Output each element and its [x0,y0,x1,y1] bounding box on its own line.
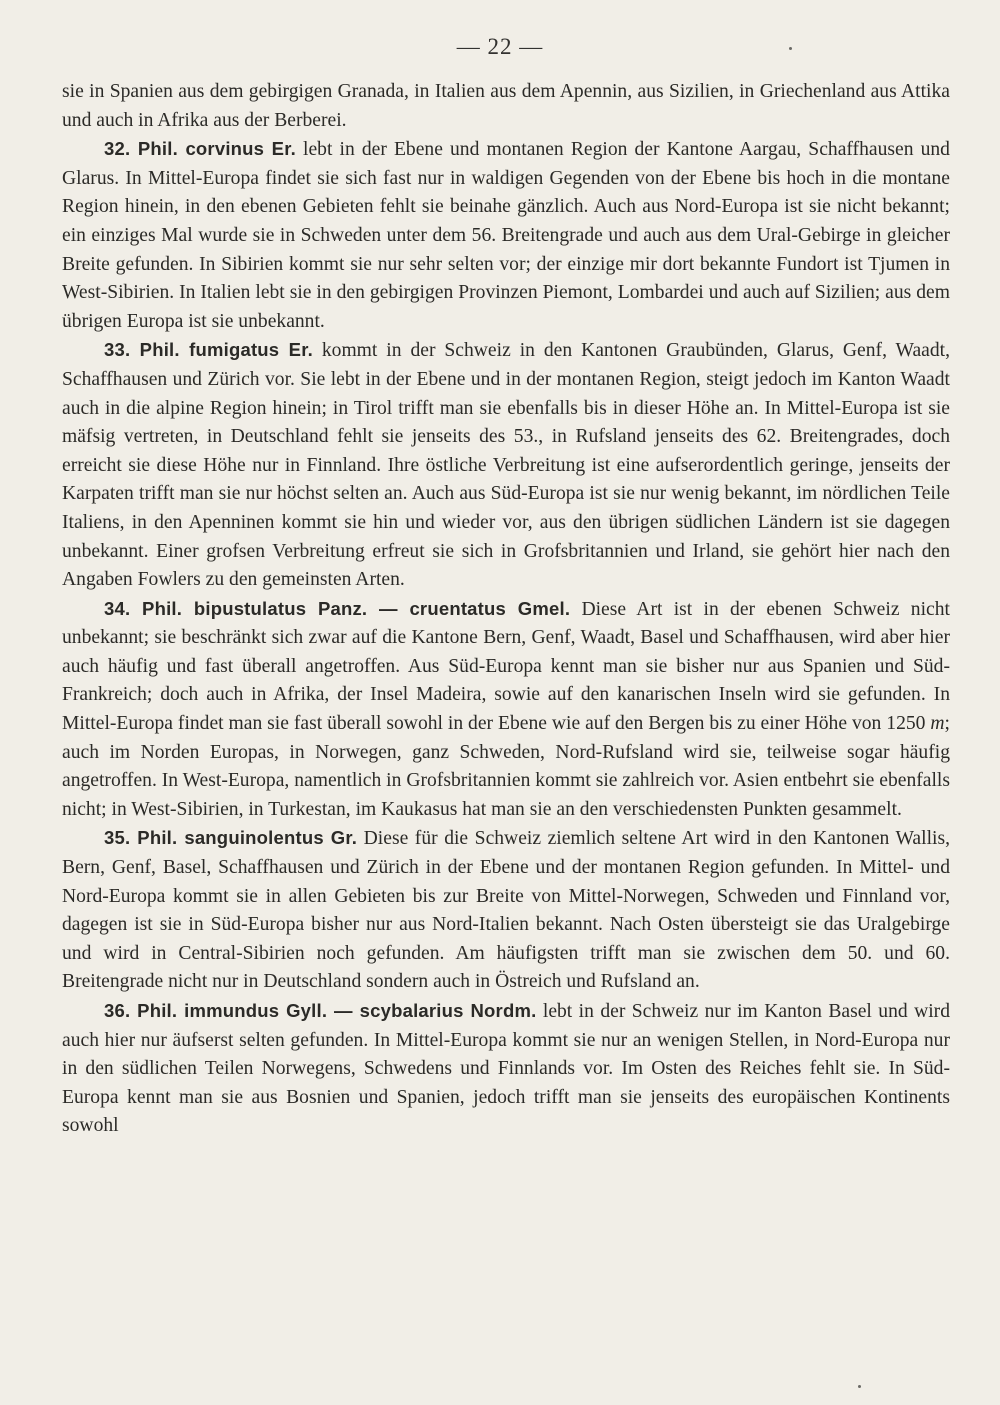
species-heading: 34. Phil. bipustulatus Panz. — cruentatus Gmel. [104,597,571,619]
paragraph-intro [62,78,950,135]
paragraph-text: Diese für die Schweiz ziemlich seltene Art wird in den Kantonen Wallis, Bern, Genf, Basel, Schaffhausen und Zürich in der Ebene und der montanen Region gefunden. In Mittel- und Nord-Europa kommt sie in allen Gebieten bis zur Breite von Mittel-Norwegen, Schweden und Finnland vor, dagegen ist sie in Süd-Europa bisher nur aus Nord-Italien bekannt. Nach Osten übersteigt sie das Uralgebirge und wird in Central-Sibirien noch gefunden. Am häufigsten trifft man sie zwischen dem 50. und 60. Breitengrade nicht nur in Deutschland sondern auch in Östreich und Rufsland an. [62,828,950,993]
species-heading: 33. Phil. fumigatus Er. [104,339,313,361]
paragraph-34 [62,595,950,825]
paragraph-35 [62,824,950,997]
body-text [62,78,950,1141]
paragraph-text: lebt in der Ebene und montanen Region der Kantone Aargau, Schaffhausen und Glarus. In Mittel-Europa findet sie sich fast nur in waldigen Gegenden von der Ebene bis hoch in die montane Region hinein, in den ebenen Gebieten fehlt sie beinahe gänzlich. Auch aus Nord-Europa ist sie nicht bekannt; ein einziges Mal wurde sie in Schweden unter dem 56. Breitengrade und auch aus dem Ural-Gebirge in gleicher Breite gefunden. In Sibirien kommt sie nur sehr selten vor; der einzige mir dort bekannte Fundort ist Tjumen in West-Sibirien. In Italien lebt sie in den gebirgigen Provinzen Piemont, Lombardei und auch auf Sizilien; aus dem übrigen Europa ist sie unbekannt. [62,139,950,332]
page-number: — 22 — [456,34,544,59]
species-heading: 35. Phil. sanguinolentus Gr. [104,827,358,849]
paragraph-text: Diese Art ist in der ebenen Schweiz nicht unbekannt; sie beschränkt sich zwar auf die Kantone Bern, Genf, Waadt, Basel und Schaffhausen, wird aber hier auch häufig und fast überall angetroffen. Aus Süd-Europa kennt man sie bisher nur aus Spanien und Süd-Frankreich; doch auch in Afrika, der Insel Madeira, sowie auf den kanarischen Inseln wird sie gefunden. In Mittel-Europa findet man sie fast überall sowohl in der Ebene wie auf den Bergen bis zu einer Höhe von 1250 [62,598,950,735]
species-heading: 32. Phil. corvinus Er. [104,138,296,160]
paragraph-36 [62,997,950,1141]
paragraph-text-continued: ; auch im Norden Europas, in Norwegen, ganz Schweden, Nord-Rufsland wird sie, teilweise sogar häufig angetroffen. In West-Europa, namentlich in Grofsbritannien kommt sie zahlreich vor. Asien entbehrt sie ebenfalls nicht; in West-Sibirien, in Turkestan, im Kaukasus hat man sie an den verschiedensten Punkten gesammelt. [62,713,950,820]
paragraph-32 [62,135,950,336]
paragraph-text: sie in Spanien aus dem gebirgigen Granada, in Italien aus dem Apennin, aus Sizilien, in Griechenland aus Attika und auch in Afrika aus der Berberei. [62,81,950,131]
paper-speck [858,1385,861,1388]
paper-speck [789,47,792,50]
unit-meter: m [930,713,945,735]
paragraph-text: kommt in der Schweiz in den Kantonen Graubünden, Glarus, Genf, Waadt, Schaffhausen und Zürich vor. Sie lebt in der Ebene und in der montanen Region, steigt jedoch im Kanton Waadt auch in die alpine Region hinein; in Tirol trifft man sie ebenfalls bis in dieser Höhe an. In Mittel-Europa ist sie mäfsig vertreten, in Deutschland fehlt sie jenseits des 53., in Rufsland jenseits des 62. Breitengrades, doch erreicht sie diese Höhe nur in Finnland. Ihre östliche Verbreitung ist eine aufserordentlich geringe, jenseits der Karpaten trifft man sie nur höchst selten an. Auch aus Süd-Europa ist sie nur wenig bekannt, im nördlichen Teile Italiens, in den Apenninen kommt sie hin und wieder vor, aus den übrigen südlichen Ländern ist sie dagegen unbekannt. Einer grofsen Verbreitung erfreut sie sich in Grofsbritannien und Irland, sie gehört hier nach den Angaben Fowlers zu den gemeinsten Arten. [62,340,950,591]
paragraph-text: lebt in der Schweiz nur im Kanton Basel und wird auch hier nur äufserst selten gefunden. In Mittel-Europa kommt sie nur an wenigen Stellen, in Nord-Europa nur in den südlichen Teilen Norwegens, Schwedens und Finnlands vor. Im Osten des Reiches fehlt sie. In Süd-Europa kennt man sie aus Bosnien und Spanien, jedoch trifft man sie jenseits des europäischen Kontinents sowohl [62,1001,951,1137]
paragraph-33 [62,336,950,594]
species-heading: 36. Phil. immundus Gyll. — scybalarius Nordm. [104,1000,537,1021]
